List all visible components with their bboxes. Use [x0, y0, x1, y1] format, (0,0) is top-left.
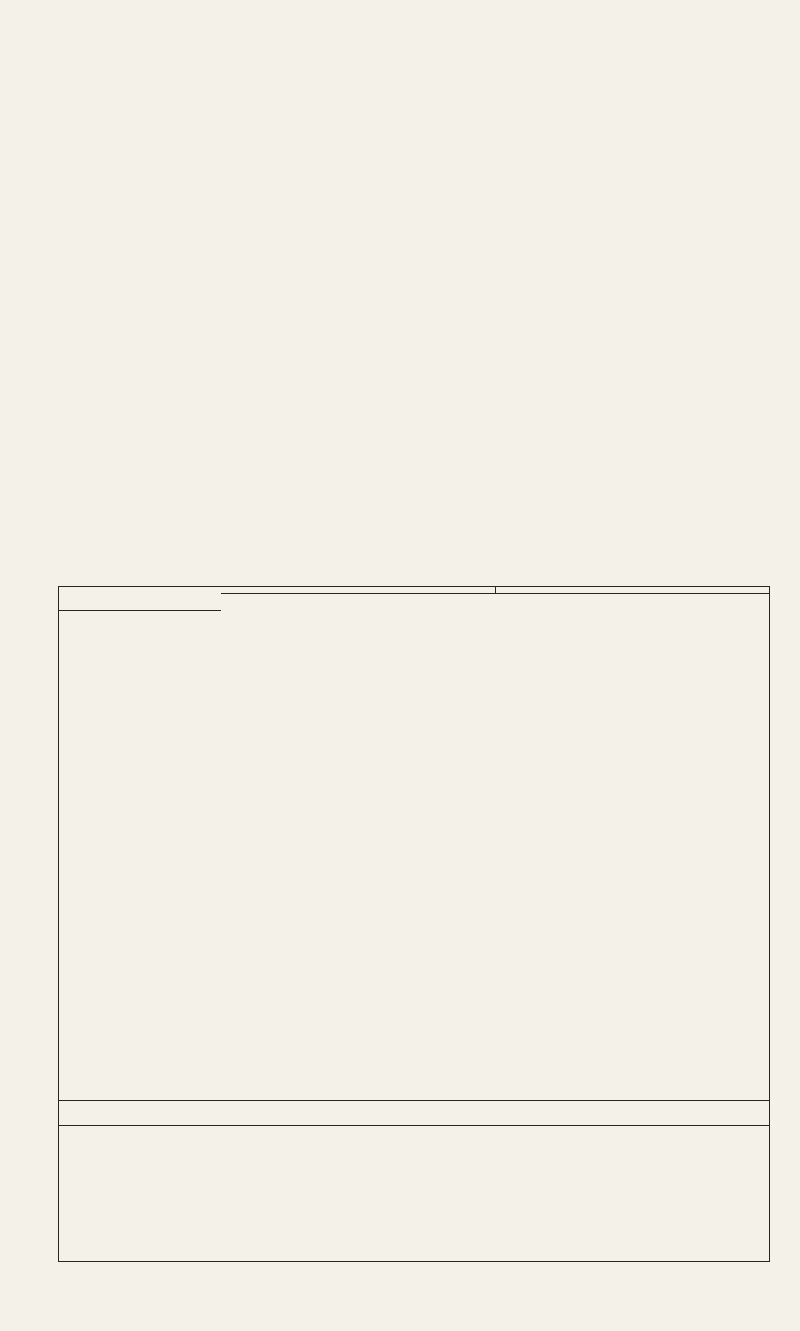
column-header-row [59, 594, 769, 611]
non-nitrogenous-header [221, 587, 495, 594]
nutrition-table [58, 586, 770, 1126]
diet-table [59, 587, 769, 611]
section-healthy-label [59, 594, 221, 611]
page-header [48, 30, 760, 60]
nitrogenous-header [495, 587, 769, 594]
table-note [58, 1100, 770, 1262]
